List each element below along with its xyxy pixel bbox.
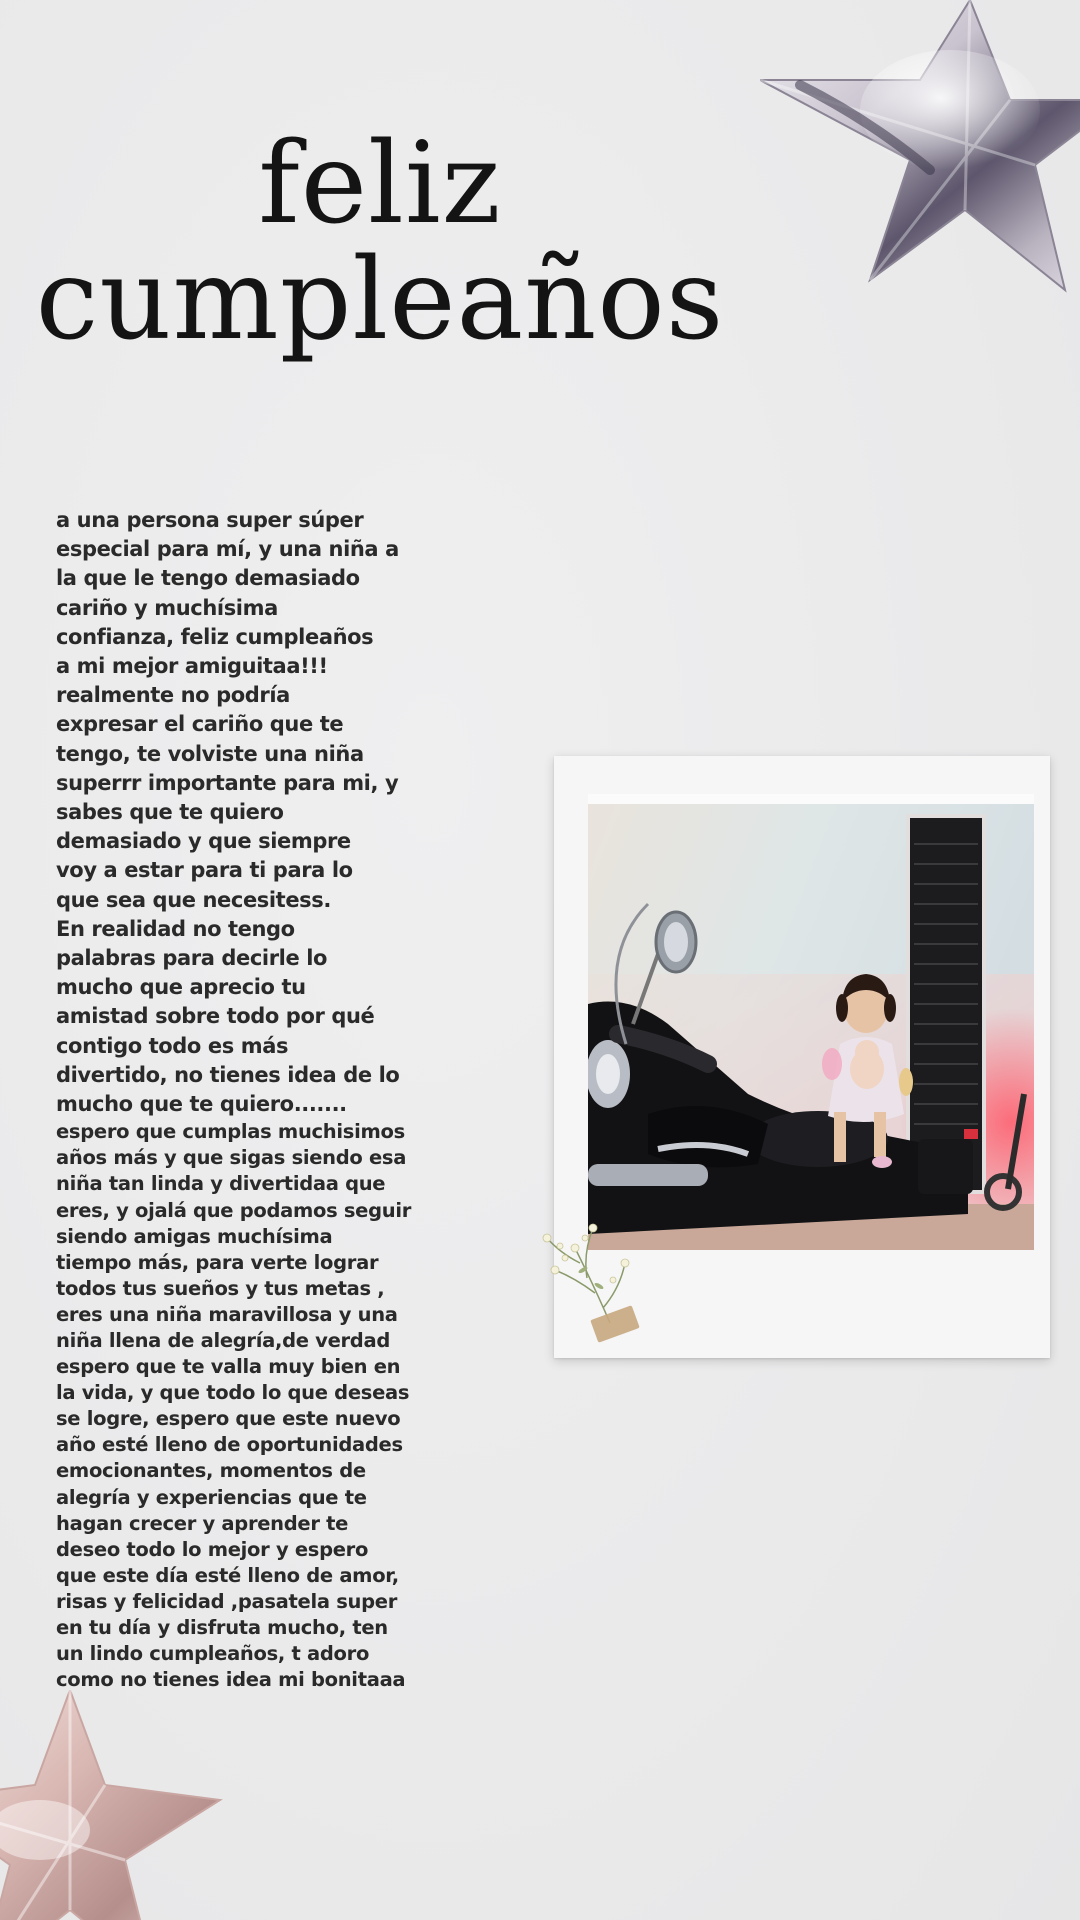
message-paragraph-2: espero que cumplas muchisimos años más y que sigas siendo esa niña tan linda y divertidaa que eres, y ojalá que podamos seguir siendo amigas muchísima tiempo más, para verte lograr todos tus sueños y tus metas , eres una niña maravillosa y una niña llena de alegría,de verdad espero que te valla muy bien en la vida, y que todo lo que deseas se logre, espero que este nuevo año esté lleno de oportunidades emocionantes, momentos de alegría y experiencias que te hagan crecer y aprender te deseo todo lo mejor y espero que este día esté lleno de amor, risas y felicidad ,pasatela super en tu día y disfruta mucho, ten un lindo cumpleaños, t adoro como no tienes idea mi bonitaaa [56, 1120, 412, 1692]
title-line-2: cumpleaños [35, 235, 725, 365]
page-title [0, 119, 760, 365]
silver-star-balloon-icon [760, 0, 1080, 330]
title-line-1: feliz [258, 119, 502, 249]
birthday-message [56, 506, 496, 1693]
rose-gold-star-balloon-icon [0, 1690, 240, 1920]
message-paragraph-1: a una persona super súper especial para mí, y una niña a la que le tengo demasiado cariño y muchísima confianza, feliz cumpleaños a mi mejor amiguitaa!!! realmente no podría expresar el cariño que te tengo, te volviste una niña superrr importante para mi, y sabes que te quiero demasiado y que siempre voy a estar para ti para lo que sea que necesitess. En realidad no tengo palabras para decirle lo mucho que aprecio tu amistad sobre todo por qué contigo todo es más divertido, no tienes idea de lo mucho que te quiero....... [56, 508, 400, 1117]
dried-flower-sprig-icon [535, 1208, 655, 1348]
photo-girl-on-motorcycle [588, 794, 1034, 1250]
